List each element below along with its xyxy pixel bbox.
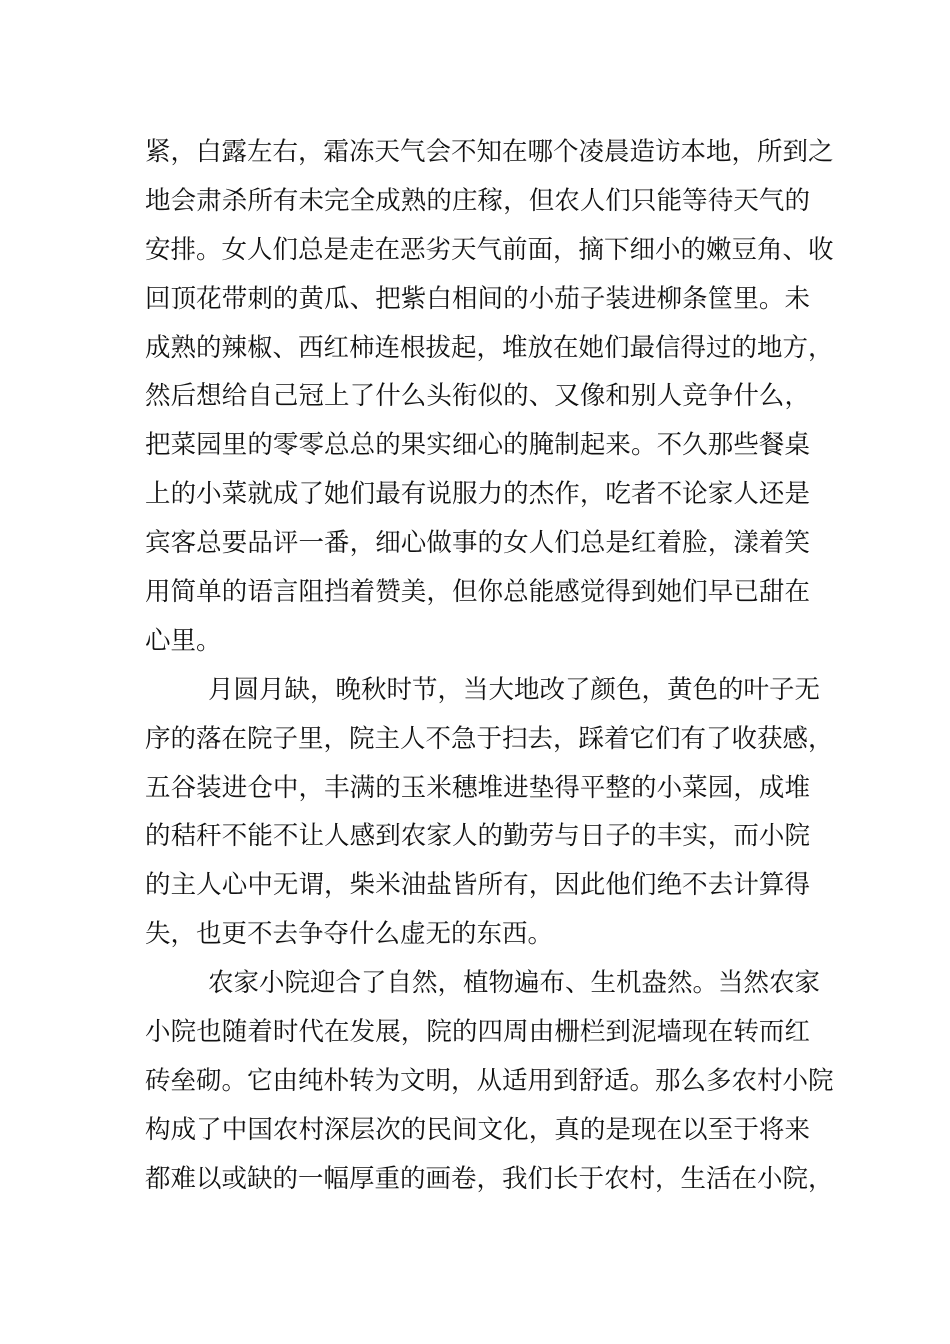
- text-line: 五谷装进仓中，丰满的玉米穗堆进垫得平整的小菜园，成堆: [145, 772, 810, 803]
- text-line: 紧，白露左右，霜冻天气会不知在哪个凌晨造访本地，所到之: [145, 137, 834, 167]
- text-line: 成熟的辣椒、西红柿连根拔起，堆放在她们最信得过的地方，: [145, 332, 834, 363]
- text-line: 月圆月缺，晚秋时节，当大地改了颜色，黄色的叶子无: [208, 674, 821, 705]
- text-line: 小院也随着时代在发展，院的四周由栅栏到泥墙现在转而红: [145, 1017, 810, 1048]
- text-line: 心里。: [145, 625, 222, 656]
- text-line: 失，也更不去争夺什么虚无的东西。: [145, 919, 554, 950]
- text-line: 的主人心中无谓，柴米油盐皆所有，因此他们绝不去计算得: [145, 870, 810, 901]
- body-text: [145, 128, 834, 1204]
- text-line: 宾客总要品评一番，细心做事的女人们总是红着脸，漾着笑: [145, 528, 810, 559]
- text-line: 农家小院迎合了自然，植物遍布、生机盎然。当然农家: [208, 968, 821, 999]
- text-line: 安排。女人们总是走在恶劣天气前面，摘下细小的嫩豆角、收: [145, 234, 834, 265]
- text-line: 砖垒砌。它由纯朴转为文明，从适用到舒适。那么多农村小院: [145, 1065, 834, 1096]
- text-line: 都难以或缺的一幅厚重的画卷，我们长于农村，生活在小院，: [145, 1163, 834, 1194]
- text-line: 把菜园里的零零总总的果实细心的腌制起来。不久那些餐桌: [145, 430, 810, 461]
- text-line: 构成了中国农村深层次的民间文化，真的是现在以至于将来: [145, 1114, 810, 1145]
- text-line: 序的落在院子里，院主人不急于扫去，踩着它们有了收获感，: [145, 723, 834, 754]
- text-line: 上的小菜就成了她们最有说服力的杰作，吃者不论家人还是: [145, 479, 810, 510]
- text-line: 回顶花带刺的黄瓜、把紫白相间的小茄子装进柳条筐里。未: [145, 283, 810, 314]
- text-line: 然后想给自己冠上了什么头衔似的、又像和别人竞争什么，: [145, 381, 810, 412]
- text-line: 地会肃杀所有未完全成熟的庄稼，但农人们只能等待天气的: [145, 185, 810, 216]
- text-line: 用简单的语言阻挡着赞美，但你总能感觉得到她们早已甜在: [145, 577, 810, 608]
- text-line: 的秸秆不能不让人感到农家人的勤劳与日子的丰实，而小院: [145, 821, 810, 852]
